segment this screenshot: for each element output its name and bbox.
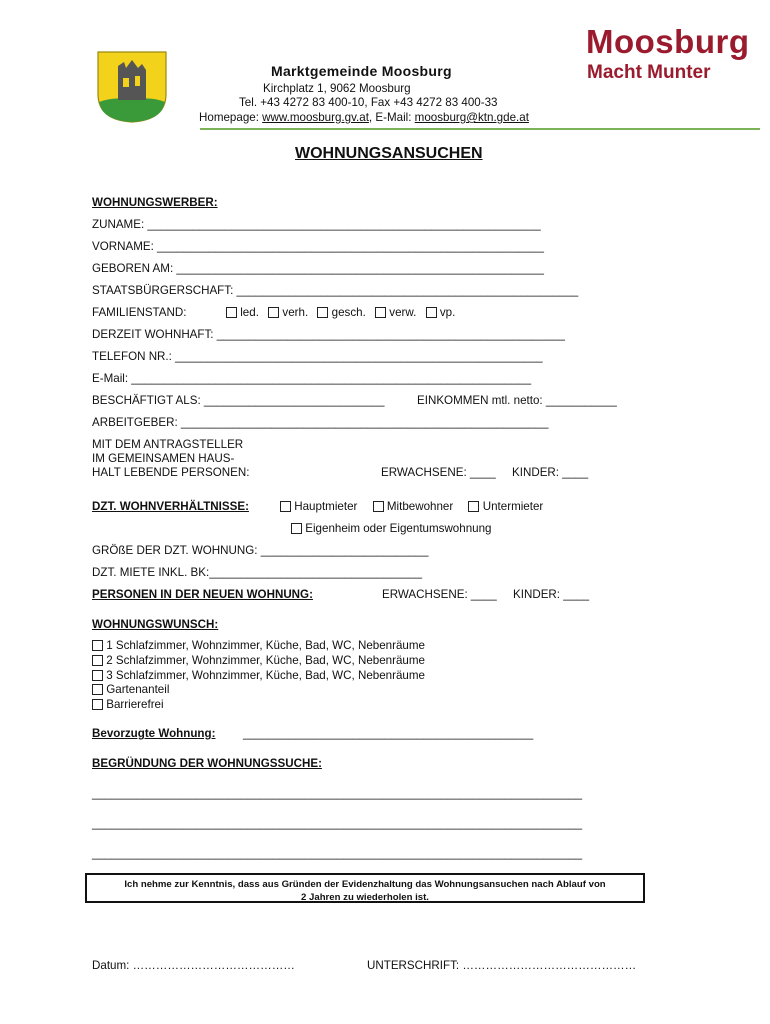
section-applicant: WOHNUNGSWERBER: (92, 196, 218, 209)
new-children-field[interactable]: KINDER: ____ (513, 588, 590, 601)
preferred-apartment-field[interactable]: _____________________________________________ (243, 727, 534, 740)
wish-option-label: 1 Schlafzimmer, Wohnzimmer, Küche, Bad, WC, Nebenräume (106, 639, 425, 652)
current-housing-options-row2 (291, 522, 492, 535)
birthdate-field[interactable]: GEBOREN AM: _________________________________________________________ (92, 262, 544, 275)
option-co-resident-label: Mitbewohner (386, 500, 454, 513)
current-rent-field[interactable]: DZT. MIETE INKL. BK:_________________________________ (92, 566, 423, 579)
option-own-home-label: Eigenheim oder Eigentumswohnung (305, 522, 492, 535)
org-address: Kirchplatz 1, 9062 Moosburg (263, 82, 411, 95)
household-label-3: HALT LEBENDE PERSONEN: (92, 466, 250, 479)
option-partnership-label: vp. (439, 306, 456, 319)
notice-box (85, 873, 645, 903)
form-title: WOHNUNGSANSUCHEN (295, 145, 483, 162)
brand-logo (586, 22, 749, 84)
brand-slogan: Macht Munter (587, 62, 711, 83)
checkbox-main-tenant[interactable] (280, 501, 291, 512)
section-housing-wish: WOHNUNGSWUNSCH: (92, 618, 219, 631)
email-link[interactable]: moosburg@ktn.gde.at (414, 111, 529, 124)
homepage-label: Homepage: (199, 111, 263, 124)
homepage-link[interactable]: www.moosburg.gv.at (262, 111, 369, 124)
wish-option (92, 683, 169, 696)
notice-line-1: Ich nehme zur Kenntnis, dass aus Gründen der Evidenzhaltung das Wohnungsansuchen nach Ablauf von (124, 879, 606, 890)
checkbox-3-bedroom[interactable] (92, 670, 103, 681)
preferred-apartment-label: Bevorzugte Wohnung: (92, 727, 216, 740)
checkbox-1-bedroom[interactable] (92, 640, 103, 651)
email-field[interactable]: E-Mail: ______________________________________________________________ (92, 372, 532, 385)
checkbox-2-bedroom[interactable] (92, 655, 103, 666)
household-label-2: IM GEMEINSAMEN HAUS- (92, 452, 235, 465)
option-subtenant-label: Untermieter (482, 500, 544, 513)
household-label-1: MIT DEM ANTRAGSTELLER (92, 438, 244, 451)
checkbox-partnership[interactable] (426, 307, 437, 318)
income-field[interactable]: EINKOMMEN mtl. netto: ___________ (417, 394, 617, 407)
signature-field[interactable]: UNTERSCHRIFT: ……………………………………… (367, 959, 637, 972)
brand-name: Moosburg (586, 23, 750, 60)
option-married-label: verh. (282, 306, 309, 319)
checkbox-co-resident[interactable] (373, 501, 384, 512)
checkbox-divorced[interactable] (317, 307, 328, 318)
checkbox-single[interactable] (226, 307, 237, 318)
notice-line-2: 2 Jahren zu wiederholen ist. (301, 892, 429, 903)
wish-option (92, 654, 425, 667)
checkbox-garden[interactable] (92, 684, 103, 695)
wish-option (92, 698, 164, 711)
checkbox-barrier-free[interactable] (92, 699, 103, 710)
section-current-housing: DZT. WOHNVERHÄLTNISSE: (92, 500, 249, 513)
marital-status-options (226, 306, 455, 319)
reason-line[interactable]: ____________________________________________________________________________ (92, 847, 583, 860)
new-persons-label: PERSONEN IN DER NEUEN WOHNUNG: (92, 588, 313, 601)
checkbox-own-home[interactable] (291, 523, 302, 534)
wish-option-label: 3 Schlafzimmer, Wohnzimmer, Küche, Bad, WC, Nebenräume (106, 669, 425, 682)
wish-option-label: 2 Schlafzimmer, Wohnzimmer, Küche, Bad, WC, Nebenräume (106, 654, 425, 667)
email-label: , E-Mail: (368, 111, 415, 124)
reason-label: BEGRÜNDUNG DER WOHNUNGSSUCHE: (92, 757, 322, 770)
org-web-email (199, 111, 529, 124)
current-housing-options-row1 (280, 500, 543, 513)
wish-option-label: Barrierefrei (106, 698, 164, 711)
header-divider (200, 128, 760, 130)
current-size-field[interactable]: GRÖßE DER DZT. WOHNUNG: __________________________ (92, 544, 429, 557)
reason-line[interactable]: ____________________________________________________________________________ (92, 787, 583, 800)
checkbox-married[interactable] (268, 307, 279, 318)
option-divorced-label: gesch. (331, 306, 366, 319)
phone-field[interactable]: TELEFON NR.: _________________________________________________________ (92, 350, 543, 363)
citizenship-field[interactable]: STAATSBÜRGERSCHAFT: _____________________________________________________ (92, 284, 579, 297)
wish-option (92, 639, 425, 652)
surname-field[interactable]: ZUNAME: _____________________________________________________________ (92, 218, 541, 231)
residence-field[interactable]: DERZEIT WOHNHAFT: ______________________________________________________ (92, 328, 565, 341)
wish-option (92, 669, 425, 682)
option-single-label: led. (240, 306, 259, 319)
wish-option-label: Gartenanteil (106, 683, 170, 696)
household-children-field[interactable]: KINDER: ____ (512, 466, 589, 479)
option-widowed-label: verw. (389, 306, 417, 319)
reason-line[interactable]: ____________________________________________________________________________ (92, 817, 583, 830)
option-main-tenant-label: Hauptmieter (294, 500, 358, 513)
org-name: Marktgemeinde Moosburg (271, 63, 452, 79)
coat-of-arms-icon (96, 50, 168, 124)
checkbox-widowed[interactable] (375, 307, 386, 318)
checkbox-subtenant[interactable] (468, 501, 479, 512)
org-phone-fax: Tel. +43 4272 83 400-10, Fax +43 4272 83 400-33 (239, 96, 498, 109)
date-field[interactable]: Datum: …………………………………… (92, 959, 295, 972)
occupation-field[interactable]: BESCHÄFTIGT ALS: ____________________________ (92, 394, 385, 407)
employer-field[interactable]: ARBEITGEBER: _________________________________________________________ (92, 416, 549, 429)
household-adults-field[interactable]: ERWACHSENE: ____ (381, 466, 496, 479)
new-adults-field[interactable]: ERWACHSENE: ____ (382, 588, 497, 601)
firstname-field[interactable]: VORNAME: ____________________________________________________________ (92, 240, 544, 253)
marital-status-label: FAMILIENSTAND: (92, 306, 187, 319)
